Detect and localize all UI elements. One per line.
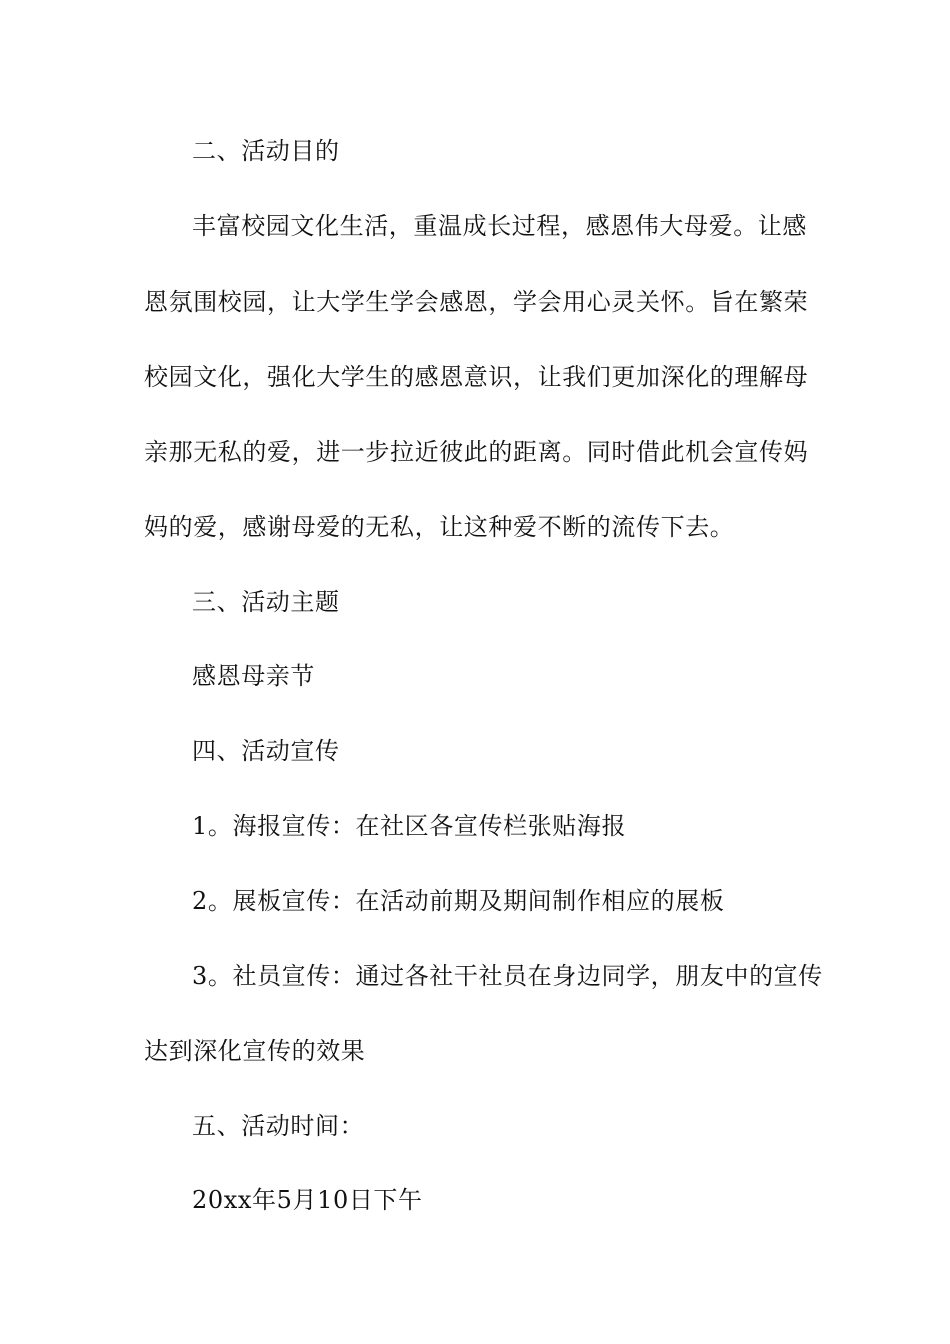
paragraph-line: 亲那无私的爱，进一步拉近彼此的距离。同时借此机会宣传妈 [144,438,809,466]
paragraph-line: 恩氛围校园，让大学生学会感恩，学会用心灵关怀。旨在繁荣 [144,288,809,316]
paragraph-line: 校园文化，强化大学生的感恩意识，让我们更加深化的理解母 [144,363,809,391]
heading-activity-purpose: 二、活动目的 [192,137,340,165]
paragraph-line: 妈的爱，感谢母爱的无私，让这种爱不断的流传下去。 [144,513,735,541]
heading-activity-theme: 三、活动主题 [192,588,340,616]
heading-activity-time: 五、活动时间： [192,1112,365,1140]
heading-activity-publicity: 四、活动宣传 [192,737,340,765]
list-item: 3。社员宣传：通过各社干社员在身边同学，朋友中的宣传 [192,962,823,990]
list-item: 2。展板宣传：在活动前期及期间制作相应的展板 [192,887,725,915]
activity-date: 20xx年5月10日下午 [192,1186,423,1214]
paragraph-line: 丰富校园文化生活，重温成长过程，感恩伟大母爱。让感 [192,212,807,240]
theme-text: 感恩母亲节 [192,662,315,690]
list-item: 1。海报宣传：在社区各宣传栏张贴海报 [192,812,627,840]
list-item-continuation: 达到深化宣传的效果 [144,1037,366,1065]
